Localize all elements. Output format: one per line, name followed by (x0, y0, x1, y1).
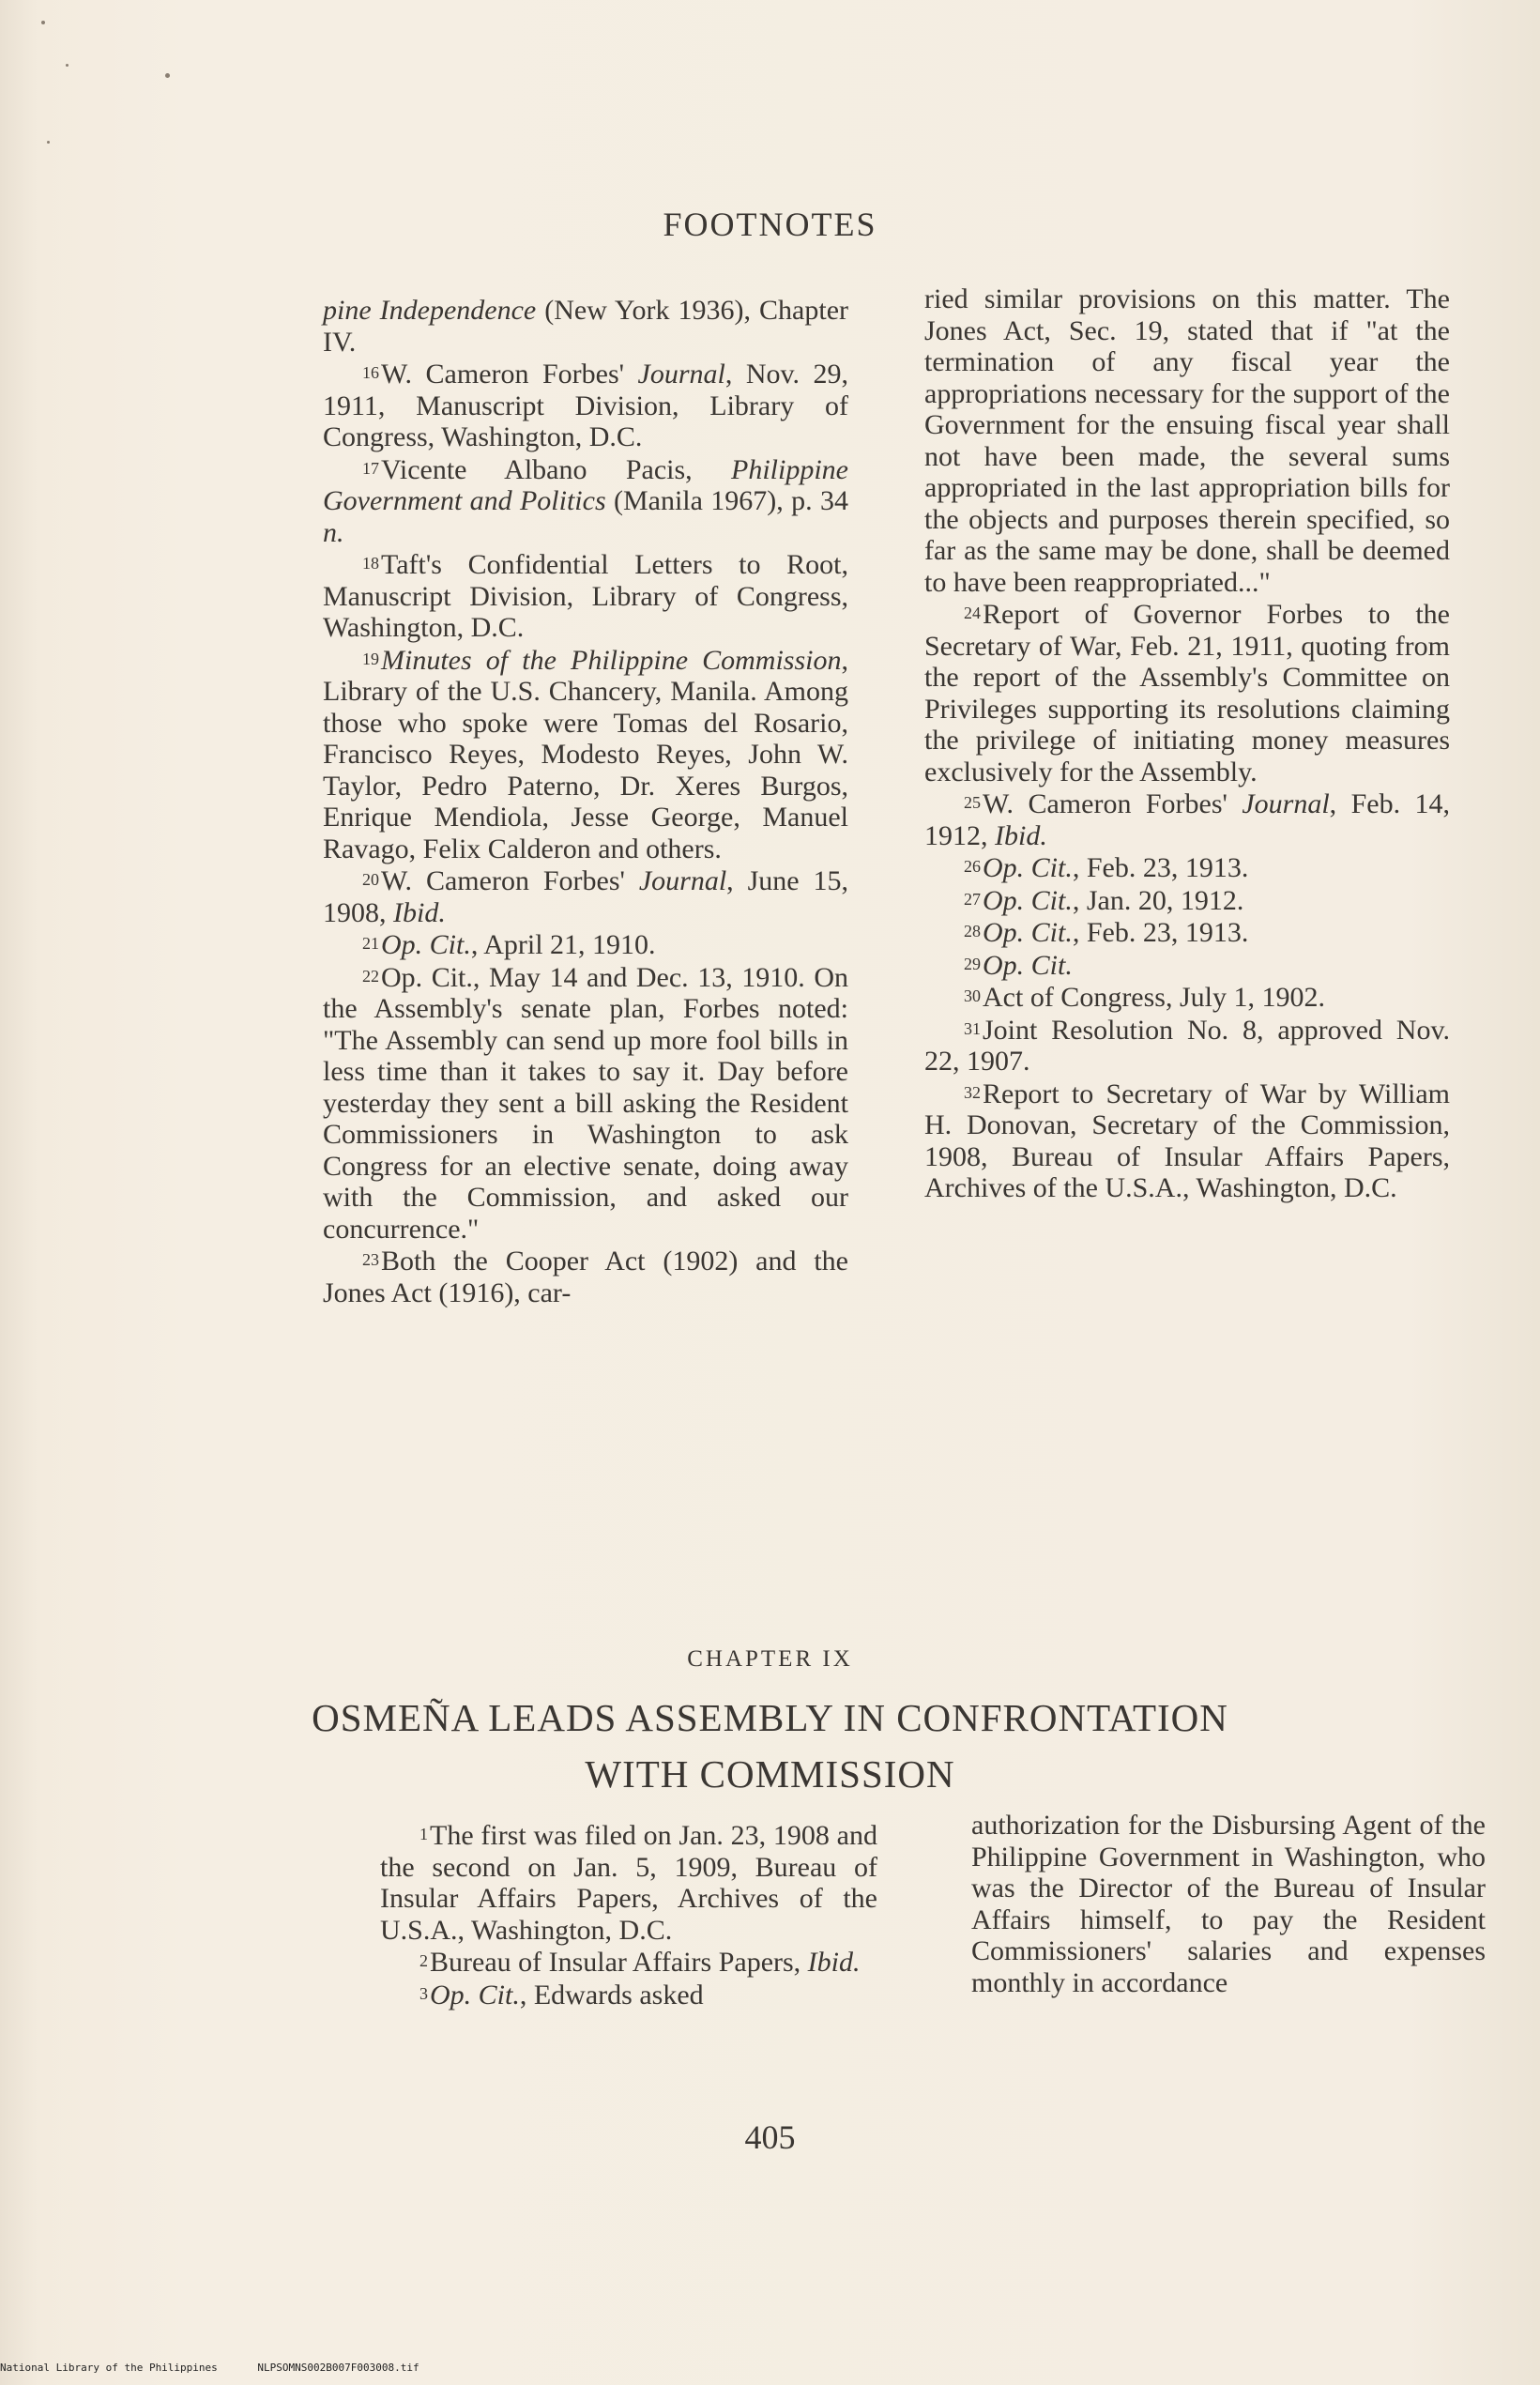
speck-mark (41, 21, 45, 24)
page-number: 405 (744, 2118, 796, 2156)
footnote-number: 23 (362, 1250, 379, 1269)
footnote-23 (323, 1245, 848, 1308)
italic-text: Ibid. (807, 1947, 861, 1978)
footnote-number: 20 (362, 870, 379, 889)
footnote-number: 17 (362, 458, 379, 478)
text-run: (New York 1936), Chapter IV. (323, 295, 848, 358)
text-run: , Feb. 23, 1913. (1072, 917, 1249, 948)
italic-text: pine Independence (323, 295, 537, 326)
footnote-number: 1 (419, 1825, 428, 1843)
speck-mark (66, 64, 69, 67)
text-run: , Feb. 14, 1912, (924, 788, 1450, 851)
text-run: Taft's Confidential Letters to Root, Manuscript Division, Library of Congress, Washington, D.C. (323, 549, 848, 643)
footnote-number: 22 (362, 966, 379, 986)
scan-footer (0, 2362, 453, 2374)
footnote-31 (924, 1014, 1450, 1078)
chapter-title (0, 1689, 1540, 1802)
italic-text: n. (323, 516, 344, 548)
speck-mark (47, 141, 50, 144)
footnote-28 (924, 916, 1450, 949)
footnote-16 (323, 358, 848, 453)
footnote-continuation (924, 283, 1450, 598)
footnote-2 (380, 1946, 877, 1979)
chapter-title-line-2: WITH COMMISSION (585, 1752, 955, 1796)
footnote-17 (323, 453, 848, 549)
chapter-notes-right-column (971, 1810, 1486, 1998)
text-run: Joint Resolution No. 8, approved Nov. 22, 1907. (924, 1014, 1450, 1077)
text-run: , Library of the U.S. Chancery, Manila. Among those who spoke were Tomas del Rosario, Francisco Reyes, Modesto Reyes, John W. Taylor, Pedro Paterno, Dr. Xeres Burgos, Enrique Mendiola, Jesse George, Manuel Ravago, Felix Calderon and others. (323, 644, 848, 864)
footnote-number: 2 (419, 1951, 428, 1970)
footnote-19 (323, 644, 848, 865)
text-run: , Nov. 29, 1911, Manuscript Division, Library of Congress, Washington, D.C. (323, 359, 848, 452)
footnote-number: 16 (362, 363, 379, 382)
footer-library: National Library of the Philippines (0, 2362, 218, 2374)
footnote-22 (323, 961, 848, 1246)
text-run: , Jan. 20, 1912. (1072, 884, 1244, 916)
italic-text: Op. Cit. (983, 884, 1073, 916)
footnote-number: 25 (964, 793, 981, 812)
text-run: W. Cameron Forbes' (381, 359, 638, 390)
footnote-24 (924, 598, 1450, 787)
italic-text: Philippine Government and Politics (323, 453, 848, 516)
footnote-number: 30 (964, 986, 981, 1005)
footnote-number: 32 (964, 1082, 981, 1102)
footnote-20 (323, 864, 848, 928)
footnotes-left-column (323, 295, 848, 1308)
text-run: Report of Governor Forbes to the Secretary of War, Feb. 21, 1911, quoting from the report of the Assembly's Committee on Privileges supporting its resolutions claiming the privilege of initiating money measures exclusively for the Assembly. (924, 599, 1450, 787)
footnote-number: 26 (964, 857, 981, 876)
text-run: ried similar provisions on this matter. The Jones Act, Sec. 19, stated that if "at the termination of any fiscal year the appropriations necessary for the support of the Government for the ensuing fiscal year shall not have been made, the several sums appropriated in the last appropriation bills for the objects and purposes therein specified, so far as the same may be done, shall be deemed to have been reappropriated..." (924, 283, 1450, 598)
italic-text: Ibid. (995, 819, 1047, 851)
text-run: The first was filed on Jan. 23, 1908 and the second on Jan. 5, 1909, Bureau of Insular Affairs Papers, Archives of the U.S.A., Washington, D.C. (380, 1820, 877, 1946)
footnote-21 (323, 928, 848, 961)
footnote-30 (924, 981, 1450, 1014)
text-run: , Edwards asked (519, 1979, 704, 2010)
footnote-29 (924, 949, 1450, 982)
text-run: Bureau of Insular Affairs Papers, (430, 1947, 808, 1978)
text-run: Op. Cit., May 14 and Dec. 13, 1910. On the Assembly's senate plan, Forbes noted: "The Assembly can send up more fool bills in less time than it takes to say it. Day before yesterday they sent a bill asking the Resident Commissioners in Washington to ask Congress for an elective senate, doing away with the Commission, and asked our concurrence." (323, 961, 848, 1245)
italic-text: Ibid. (393, 896, 446, 928)
footer-filename: NLPSOMNS002B007F003008.tif (257, 2362, 419, 2374)
chapter-label: CHAPTER IX (687, 1646, 853, 1672)
text-run: authorization for the Disbursing Agent of the Philippine Government in Washington, who was the Director of the Bureau of Insular Affairs himself, to pay the Resident Commissioners' salaries and expenses monthly in accordance (971, 1810, 1486, 1998)
footnote-continuation (971, 1810, 1486, 1998)
footnote-number: 21 (362, 934, 379, 953)
footnotes-right-column (924, 283, 1450, 1204)
running-head: FOOTNOTES (663, 206, 877, 243)
text-run: W. Cameron Forbes' (983, 788, 1243, 819)
italic-text: Minutes of the Philippine Commission (381, 644, 842, 676)
footnote-25 (924, 787, 1450, 851)
footnote-number: 31 (964, 1018, 981, 1038)
text-run: , June 15, 1908, (323, 865, 848, 928)
footnote-number: 28 (964, 922, 981, 940)
italic-text: Op. Cit. (430, 1979, 520, 2010)
text-run: W. Cameron Forbes' (381, 865, 639, 896)
text-run: Vicente Albano Pacis, (381, 453, 732, 485)
footnote-number: 29 (964, 954, 981, 973)
text-run: Act of Congress, July 1, 1902. (983, 982, 1325, 1013)
text-run: , Feb. 23, 1913. (1072, 852, 1249, 883)
chapter-notes-left-column (380, 1819, 877, 2010)
footnote-32 (924, 1078, 1450, 1204)
footnote-26 (924, 851, 1450, 884)
footnote-number: 18 (362, 554, 379, 573)
italic-text: Op. Cit. (381, 929, 471, 960)
italic-text: Journal (1242, 788, 1330, 819)
italic-text: Op. Cit. (983, 917, 1073, 948)
footnote-1 (380, 1819, 877, 1946)
italic-text: Op. Cit. (983, 852, 1073, 883)
speck-mark (165, 73, 170, 78)
footnote-number: 19 (362, 649, 379, 668)
italic-text: Journal (637, 359, 725, 390)
footnote-continuation (323, 295, 848, 358)
italic-text: Journal (638, 865, 727, 896)
text-run: , April 21, 1910. (470, 929, 656, 960)
footnote-18 (323, 548, 848, 644)
italic-text: Op. Cit. (983, 949, 1073, 981)
text-run: Report to Secretary of War by William H. Donovan, Secretary of the Commission, 1908, Bureau of Insular Affairs Papers, Archives of the U.S.A., Washington, D.C. (924, 1078, 1450, 1203)
footnote-27 (924, 884, 1450, 917)
footnote-number: 24 (964, 604, 981, 622)
text-run: Both the Cooper Act (1902) and the Jones Act (1916), car- (323, 1246, 848, 1308)
footnote-number: 3 (419, 1983, 428, 2003)
chapter-title-line-1: OSMEÑA LEADS ASSEMBLY IN CONFRONTATION (312, 1696, 1228, 1739)
footnote-3 (380, 1979, 877, 2011)
text-run: (Manila 1967), p. 34 (605, 485, 848, 516)
footnote-number: 27 (964, 889, 981, 909)
